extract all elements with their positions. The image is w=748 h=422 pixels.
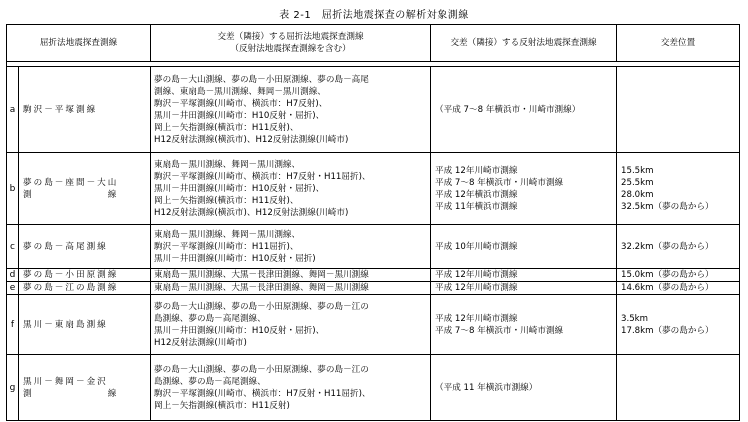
reflection-lines-line: 平成 12年川崎市測線 bbox=[435, 283, 518, 293]
row-index: f bbox=[7, 295, 19, 355]
reflection-lines bbox=[431, 153, 617, 225]
line-name-line: 夢の島－高尾測線 bbox=[23, 241, 108, 252]
line-name bbox=[19, 67, 151, 153]
crossing-position-line: 32.5km（夢の島から） bbox=[621, 201, 714, 212]
crossing-lines-line: 東扇島－黒川測線、舞岡－黒川測線、 bbox=[154, 229, 301, 240]
line-name-line: 黒川－舞岡－金沢 bbox=[23, 376, 108, 387]
crossing-position-line: 14.6km（夢の島から） bbox=[621, 283, 714, 293]
reflection-lines-line: （平成 11 年横浜市測線） bbox=[435, 382, 538, 393]
crossing-position-line: 17.8km（夢の島から） bbox=[621, 325, 714, 336]
table-row bbox=[7, 355, 740, 421]
crossing-lines-line: H12反射法測線(横浜市)、H12反射法測線(川崎市) bbox=[154, 207, 349, 218]
reflection-lines bbox=[431, 282, 617, 295]
table-row bbox=[7, 269, 740, 282]
line-name-line: 夢の島－小田原測線 bbox=[23, 270, 119, 280]
header-reflection-lines: 交差（隣接）する反射法地震探査測線 bbox=[431, 25, 617, 62]
crossing-position-line: 28.0km bbox=[621, 189, 654, 200]
crossing-lines-line: 岡上－矢指測線(横浜市：H11反射)、 bbox=[154, 122, 299, 133]
crossing-lines-line: 駒沢－平塚測線(川崎市、横浜市：H7反射・H11屈折)、 bbox=[154, 171, 371, 182]
table-row bbox=[7, 282, 740, 295]
reflection-lines bbox=[431, 269, 617, 282]
row-index: a bbox=[7, 67, 19, 153]
crossing-lines-line: 島測線、夢の島－高尾測線、 bbox=[154, 313, 266, 324]
line-name bbox=[19, 153, 151, 225]
reflection-lines bbox=[431, 67, 617, 153]
crossing-lines bbox=[151, 282, 431, 295]
row-index: b bbox=[7, 153, 19, 225]
crossing-position bbox=[617, 355, 740, 421]
line-name-line: 夢の島－江の島測線 bbox=[23, 283, 119, 293]
crossing-position bbox=[617, 282, 740, 295]
crossing-lines-line: 東扇島－黒川測線、大黒－長津田測線、舞岡－黒川測線 bbox=[154, 270, 369, 280]
line-name-line: 黒川－東扇島測線 bbox=[23, 319, 108, 330]
line-name bbox=[19, 282, 151, 295]
crossing-position-line: 15.0km（夢の島から） bbox=[621, 270, 714, 280]
crossing-lines-line: 島測線、夢の島－高尾測線、 bbox=[154, 376, 266, 387]
table-row bbox=[7, 295, 740, 355]
line-name bbox=[19, 269, 151, 282]
reflection-lines-line: （平成 7～8 年横浜市・川崎市測線） bbox=[435, 104, 581, 115]
reflection-lines bbox=[431, 295, 617, 355]
line-name bbox=[19, 225, 151, 269]
reflection-lines-line: 平成 7～8 年横浜市・川崎市測線 bbox=[435, 325, 564, 336]
header-crossing-lines-2: （反射法地震探査測線を含む） bbox=[230, 44, 351, 54]
crossing-lines-line: 黒川－井田測線(川崎市：H10反射・屈折)、 bbox=[154, 110, 325, 121]
crossing-lines bbox=[151, 153, 431, 225]
crossing-lines-line: 黒川－井田測線(川崎市：H10反射・屈折)、 bbox=[154, 325, 325, 336]
reflection-lines-line: 平成 10年川崎市測線 bbox=[435, 241, 518, 252]
crossing-lines-line: 黒川－井田測線(川崎市：H10反射・屈折) bbox=[154, 253, 316, 264]
analysis-lines-table bbox=[6, 24, 740, 421]
table-row bbox=[7, 153, 740, 225]
crossing-lines-line: 駒沢－平塚測線(川崎市、横浜市：H7反射・H11屈折)、 bbox=[154, 388, 371, 399]
crossing-position-line: 15.5km bbox=[621, 165, 654, 176]
crossing-lines-line: 夢の島－大山測線、夢の島－小田原測線、夢の島－江の bbox=[154, 364, 369, 375]
line-name-line: 夢の島－座間－大山 bbox=[23, 177, 119, 188]
reflection-lines bbox=[431, 355, 617, 421]
crossing-lines-line: 測線、東扇島－黒川測線、舞岡－黒川測線、 bbox=[154, 86, 326, 97]
crossing-lines-line: 駒沢－平塚測線(川崎市：H11屈折)、 bbox=[154, 241, 299, 252]
crossing-lines-line: 東扇島－黒川測線、舞岡－黒川測線、 bbox=[154, 159, 301, 170]
crossing-lines-line: 夢の島－大山測線、夢の島－小田原測線、夢の島－高尾 bbox=[154, 74, 369, 85]
table-title: 表 2-1 屈折法地震探査の解析対象測線 bbox=[279, 10, 469, 21]
crossing-position bbox=[617, 153, 740, 225]
crossing-lines-line: H12反射法測線(川崎市) bbox=[154, 337, 247, 348]
crossing-lines-line: H12反射法測線(横浜市)、H12反射法測線(川崎市) bbox=[154, 134, 349, 145]
line-name-line: 駒沢－平塚測線 bbox=[23, 104, 98, 115]
crossing-lines-line: 岡上－矢指測線(横浜市：H11反射)、 bbox=[154, 195, 299, 206]
crossing-position bbox=[617, 269, 740, 282]
line-name bbox=[19, 295, 151, 355]
reflection-lines-line: 平成 12年川崎市測線 bbox=[435, 165, 518, 176]
crossing-position bbox=[617, 295, 740, 355]
crossing-lines bbox=[151, 295, 431, 355]
reflection-lines-line: 平成 12年川崎市測線 bbox=[435, 313, 518, 324]
reflection-lines-line: 平成 12年川崎市測線 bbox=[435, 270, 518, 280]
row-index: c bbox=[7, 225, 19, 269]
line-name-line: 測 線 bbox=[23, 388, 119, 399]
crossing-lines-line: 黒川－井田測線(川崎市：H10反射・屈折)、 bbox=[154, 183, 325, 194]
row-index: e bbox=[7, 282, 19, 295]
crossing-lines-line: 夢の島－大山測線、夢の島－小田原測線、夢の島－江の bbox=[154, 301, 369, 312]
crossing-lines bbox=[151, 67, 431, 153]
line-name bbox=[19, 355, 151, 421]
reflection-lines-line: 平成 7～8 年横浜市・川崎市測線 bbox=[435, 177, 564, 188]
header-refraction-line: 屈折法地震探査測線 bbox=[7, 25, 151, 62]
reflection-lines bbox=[431, 225, 617, 269]
line-name-line: 測 線 bbox=[23, 189, 119, 200]
header-crossing-position: 交差位置 bbox=[617, 25, 740, 62]
crossing-lines-line: 東扇島－黒川測線、大黒－長津田測線、舞岡－黒川測線 bbox=[154, 283, 369, 293]
table-row bbox=[7, 67, 740, 153]
crossing-position bbox=[617, 67, 740, 153]
row-index: g bbox=[7, 355, 19, 421]
crossing-lines-line: 岡上－矢指測線(横浜市：H11反射) bbox=[154, 400, 290, 411]
crossing-lines bbox=[151, 355, 431, 421]
crossing-position-line: 32.2km（夢の島から） bbox=[621, 241, 714, 252]
reflection-lines-line: 平成 12年横浜市測線 bbox=[435, 189, 518, 200]
crossing-lines bbox=[151, 269, 431, 282]
crossing-position-line: 25.5km bbox=[621, 177, 654, 188]
table-row bbox=[7, 225, 740, 269]
header-crossing-lines bbox=[151, 25, 431, 62]
crossing-position bbox=[617, 225, 740, 269]
crossing-position-line: 3.5km bbox=[621, 313, 649, 324]
crossing-lines bbox=[151, 225, 431, 269]
header-crossing-lines-1: 交差（隣接）する屈折法地震探査測線 bbox=[217, 32, 364, 42]
row-index: d bbox=[7, 269, 19, 282]
reflection-lines-line: 平成 11年横浜市測線 bbox=[435, 201, 518, 212]
crossing-lines-line: 駒沢－平塚測線(川崎市、横浜市：H7反射)、 bbox=[154, 98, 328, 109]
